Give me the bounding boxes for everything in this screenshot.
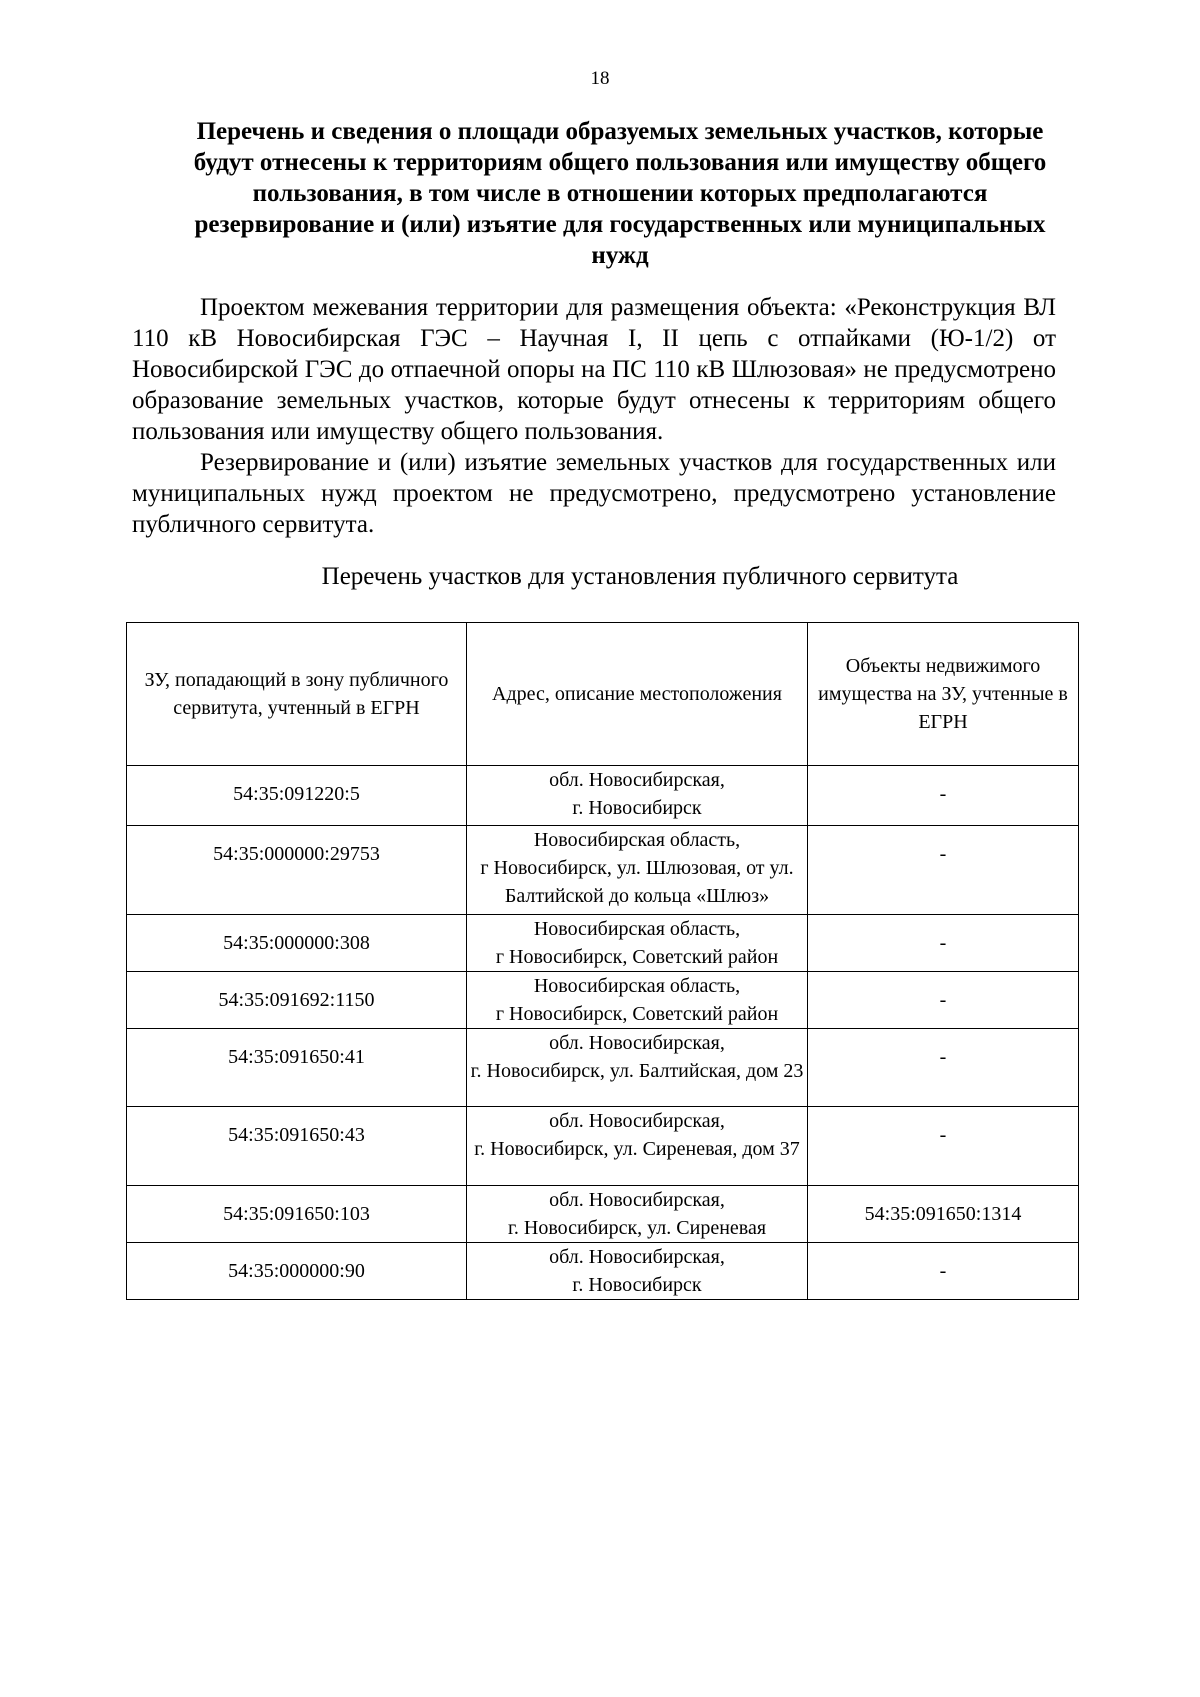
cell-address: обл. Новосибирская, г. Новосибирск, ул. Сиреневая, дом 37: [467, 1107, 808, 1186]
cell-objects: -: [808, 972, 1079, 1029]
cell-address: обл. Новосибирская, г. Новосибирск, ул. Балтийская, дом 23: [467, 1029, 808, 1107]
table-row: [127, 1186, 1079, 1243]
cell-plot: 54:35:000000:308: [127, 915, 467, 972]
cell-objects: -: [808, 1029, 1079, 1107]
header-objects: Объекты недвижимого имущества на ЗУ, учтенные в ЕГРН: [808, 623, 1079, 766]
servitude-table: [126, 622, 1079, 1300]
cell-objects: -: [808, 826, 1079, 915]
header-plot: ЗУ, попадающий в зону публичного сервитута, учтенный в ЕГРН: [127, 623, 467, 766]
cell-plot: 54:35:000000:90: [127, 1243, 467, 1300]
cell-objects: -: [808, 766, 1079, 826]
cell-address: Новосибирская область, г Новосибирск, Советский район: [467, 915, 808, 972]
page-number: 18: [590, 68, 610, 89]
table-header-row: [127, 623, 1079, 766]
table-row: [127, 826, 1079, 915]
cell-plot: 54:35:091220:5: [127, 766, 467, 826]
cell-address: Новосибирская область, г Новосибирск, Советский район: [467, 972, 808, 1029]
table-row: [127, 766, 1079, 826]
cell-address: Новосибирская область, г Новосибирск, ул. Шлюзовая, от ул. Балтийской до кольца «Шлюз»: [467, 826, 808, 915]
cell-address: обл. Новосибирская, г. Новосибирск: [467, 1243, 808, 1300]
cell-address: обл. Новосибирская, г. Новосибирск: [467, 766, 808, 826]
cell-objects: -: [808, 915, 1079, 972]
cell-plot: 54:35:091650:41: [127, 1029, 467, 1107]
header-address: Адрес, описание местоположения: [467, 623, 808, 766]
paragraph-reservation: Резервирование и (или) изъятие земельных участков для государственных или муниципальных нужд проектом не предусмотрено, предусмотрено установление публичного сервитута.: [132, 449, 1056, 538]
body-text: [132, 292, 1056, 540]
cell-address: обл. Новосибирская, г. Новосибирск, ул. Сиреневая: [467, 1186, 808, 1243]
table-body: [127, 766, 1079, 1300]
cell-plot: 54:35:091692:1150: [127, 972, 467, 1029]
cell-plot: 54:35:000000:29753: [127, 826, 467, 915]
table-row: [127, 915, 1079, 972]
cell-plot: 54:35:091650:43: [127, 1107, 467, 1186]
table-row: [127, 972, 1079, 1029]
cell-objects: -: [808, 1243, 1079, 1300]
cell-plot: 54:35:091650:103: [127, 1186, 467, 1243]
cell-objects: -: [808, 1107, 1079, 1186]
table-caption: Перечень участков для установления публичного сервитута: [321, 563, 959, 590]
paragraph-project: Проектом межевания территории для размещения объекта: «Реконструкция ВЛ 110 кВ Новосибирская ГЭС – Научная I, II цепь с отпайками (Ю-1/2) от Новосибирской ГЭС до отпаечной опоры на ПС 110 кВ Шлюзовая» не предусмотрено образование земельных участков, которые будут отнесены к территориям общего пользования или имуществу общего пользования.: [132, 294, 1056, 445]
table-row: [127, 1243, 1079, 1300]
cell-objects: 54:35:091650:1314: [808, 1186, 1079, 1243]
table-row: [127, 1107, 1079, 1186]
section-heading: Перечень и сведения о площади образуемых земельных участков, которые будут отнесены к территориям общего пользования или имуществу общего пользования, в том числе в отношении которых предполагаются резервирование и (или) изъятие для государственных или муниципальных нужд: [193, 118, 1047, 269]
table-row: [127, 1029, 1079, 1107]
